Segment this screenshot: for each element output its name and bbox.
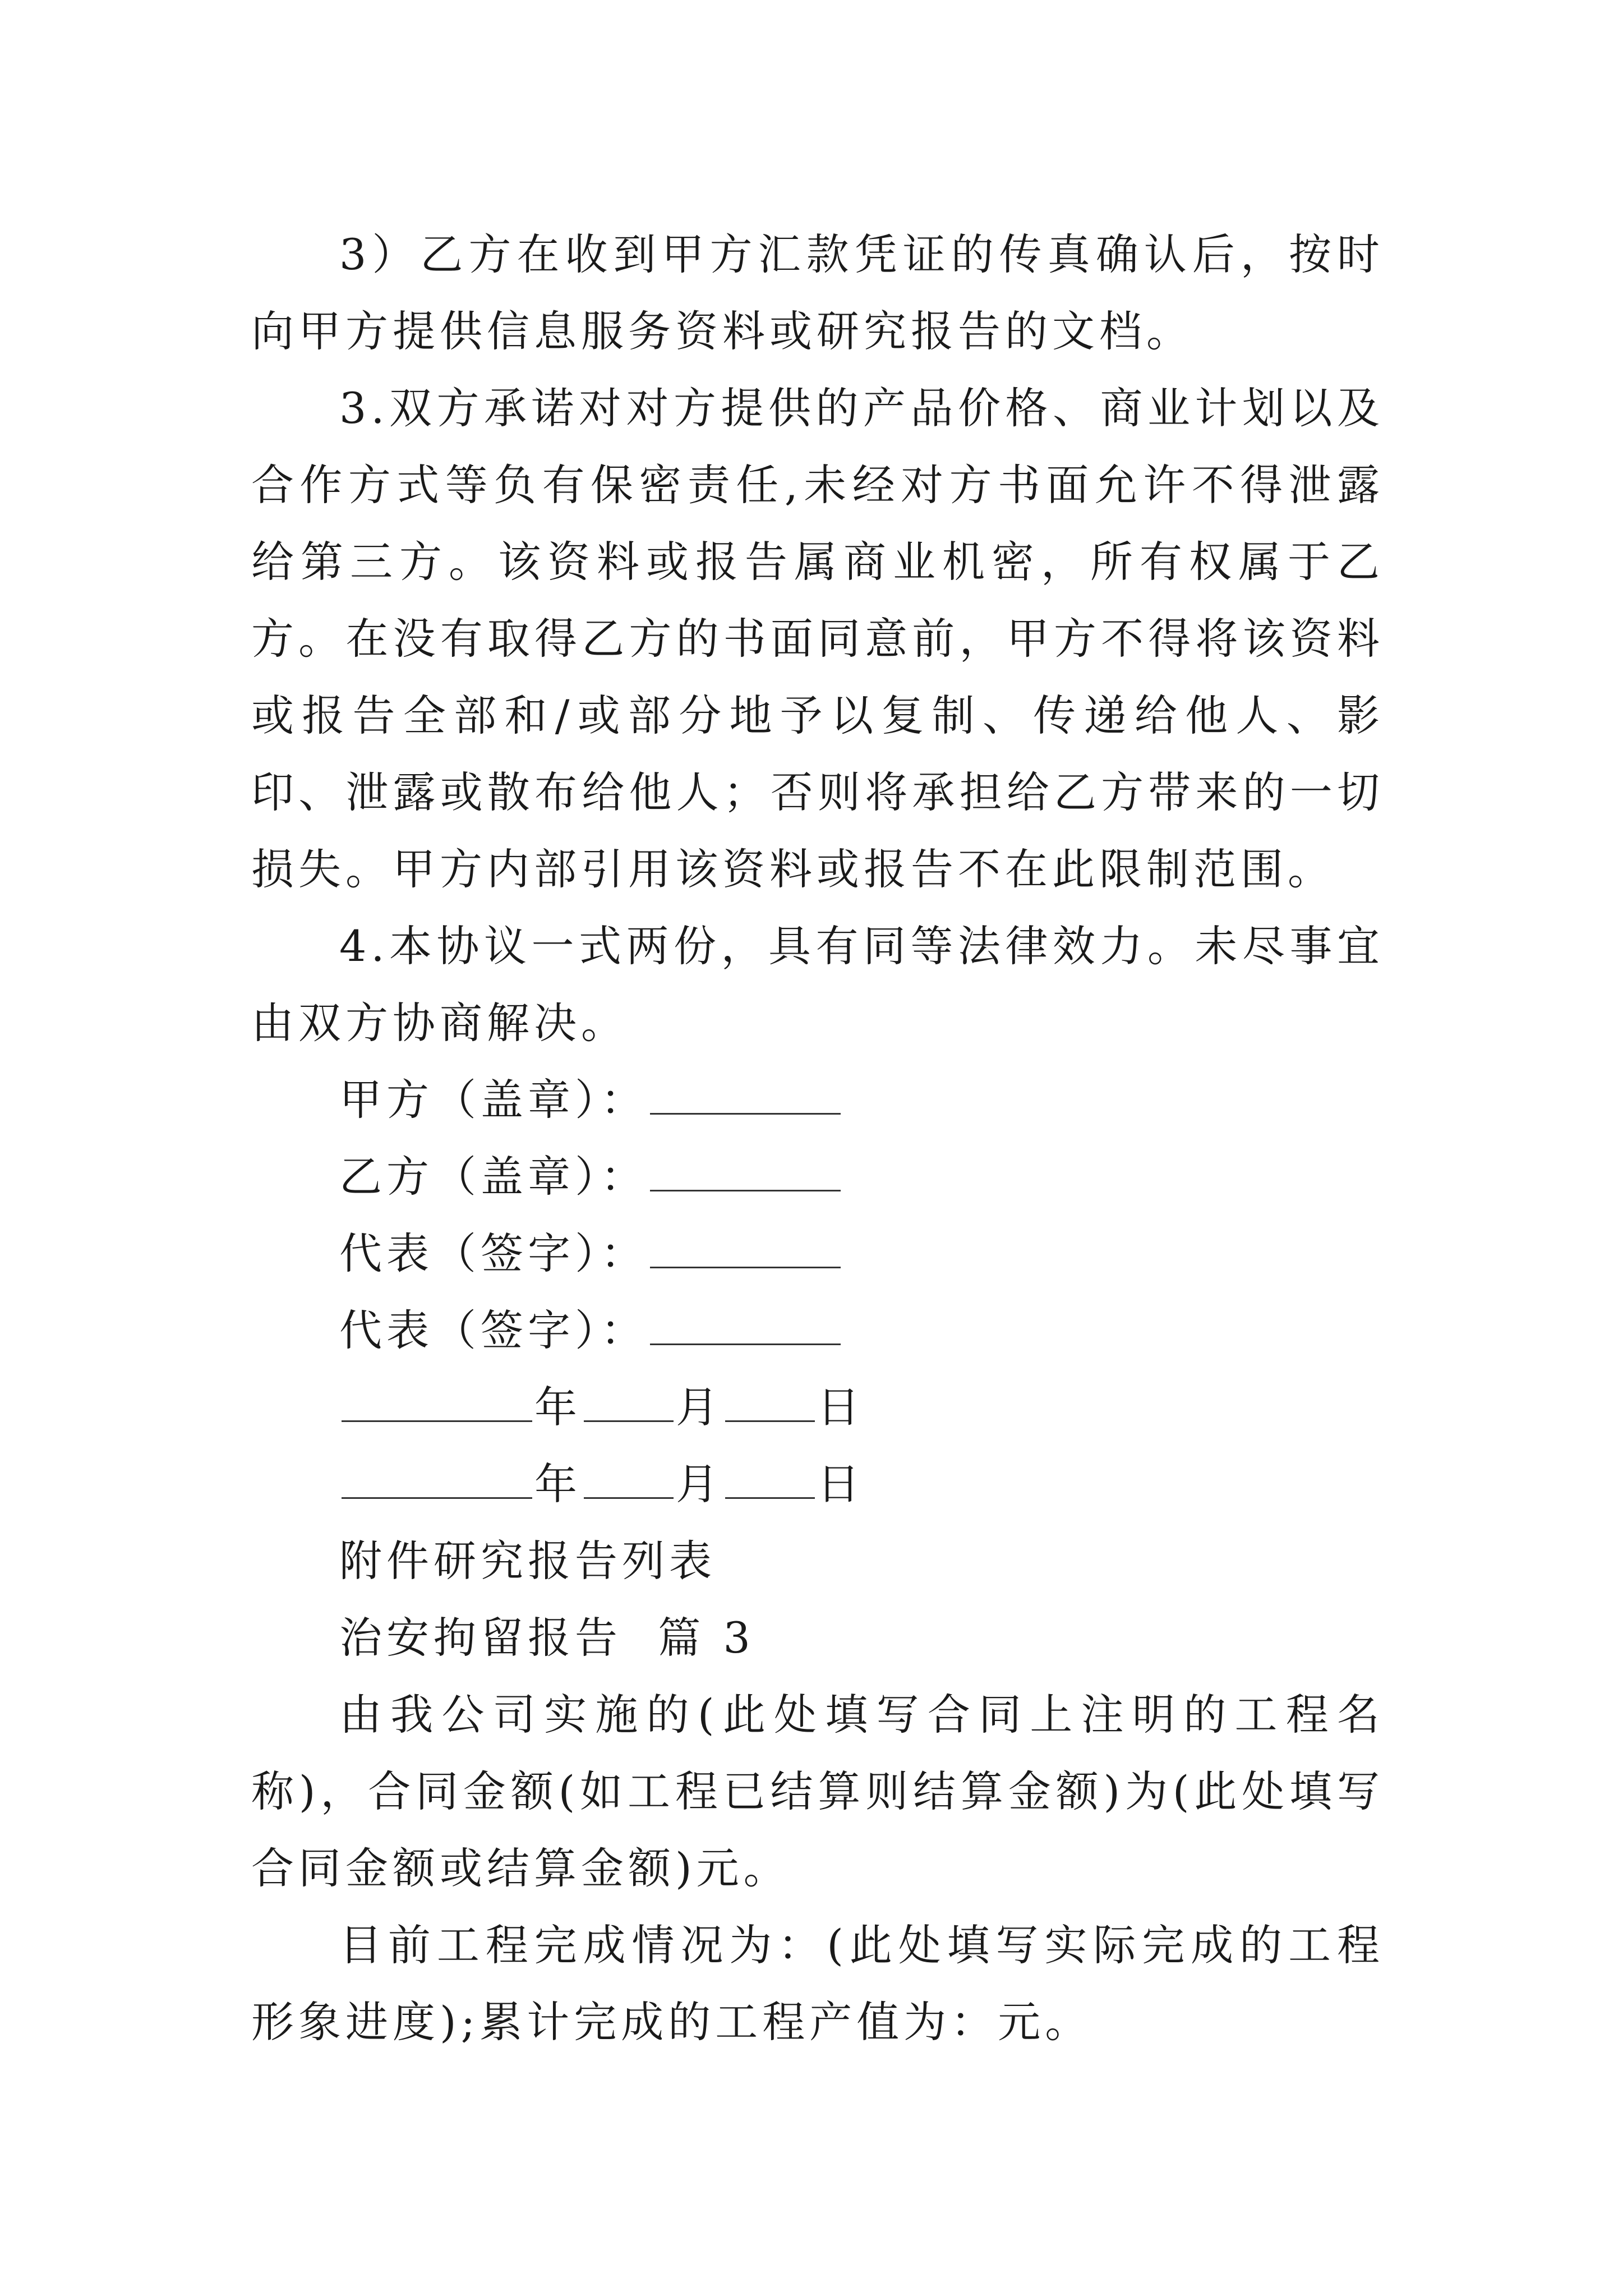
signature-line-party-b: [251, 1138, 1384, 1215]
day-blank: [725, 1455, 815, 1499]
document-body: [251, 216, 1384, 2060]
day-label: 日: [817, 1382, 864, 1432]
month-blank: [584, 1378, 674, 1422]
year-blank: [342, 1378, 532, 1422]
paragraph-payment-confirmation: 3）乙方在收到甲方汇款凭证的传真确认后，按时向甲方提供信息服务资料或研究报告的文档。: [251, 229, 1384, 356]
attachment-title: 附件研究报告列表: [339, 1536, 716, 1586]
signature-blank: [650, 1301, 841, 1345]
date-line: [251, 1369, 1384, 1446]
day-label: 日: [817, 1459, 864, 1509]
signature-label: 代表（签字）：: [339, 1228, 648, 1278]
paragraph-confidentiality: 3.双方承诺对对方提供的产品价格、商业计划以及合作方式等负有保密责任,未经对方书面允许不得泄露给第三方。该资料或报告属商业机密，所有权属于乙方。在没有取得乙方的书面同意前，甲方不得将该资料或报告全部和/或部分地予以复制、传递给他人、影印、泄露或散布给他人；否则将承担给乙方带来的一切损失。甲方内部引用该资料或报告不在此限制范围。: [251, 383, 1384, 894]
signature-blank: [650, 1070, 841, 1115]
year-blank: [342, 1455, 532, 1499]
signature-blank: [650, 1147, 841, 1191]
signature-blank: [650, 1224, 841, 1268]
year-label: 年: [534, 1459, 582, 1509]
date-line: [251, 1446, 1384, 1522]
month-label: 月: [676, 1459, 723, 1509]
signature-label: 甲方（盖章）：: [339, 1075, 648, 1125]
day-blank: [725, 1378, 815, 1422]
signature-label: 代表（签字）：: [339, 1305, 648, 1355]
month-label: 月: [676, 1382, 723, 1432]
signature-label: 乙方（盖章）：: [339, 1152, 648, 1202]
paragraph-project-progress: 目前工程完成情况为：(此处填写实际完成的工程形象进度);累计完成的工程产值为：元。: [251, 1920, 1384, 2047]
month-blank: [584, 1455, 674, 1499]
signature-line-representative: [251, 1292, 1384, 1369]
section-heading: 治安拘留报告 篇 3: [339, 1613, 755, 1663]
year-label: 年: [534, 1382, 582, 1432]
signature-line-representative: [251, 1215, 1384, 1292]
paragraph-project-contract: 由我公司实施的(此处填写合同上注明的工程名称)，合同金额(如工程已结算则结算金额)为(此处填写合同金额或结算金额)元。: [251, 1690, 1384, 1893]
paragraph-copies: 4.本协议一式两份，具有同等法律效力。未尽事宜由双方协商解决。: [251, 921, 1384, 1048]
signature-line-party-a: [251, 1061, 1384, 1138]
